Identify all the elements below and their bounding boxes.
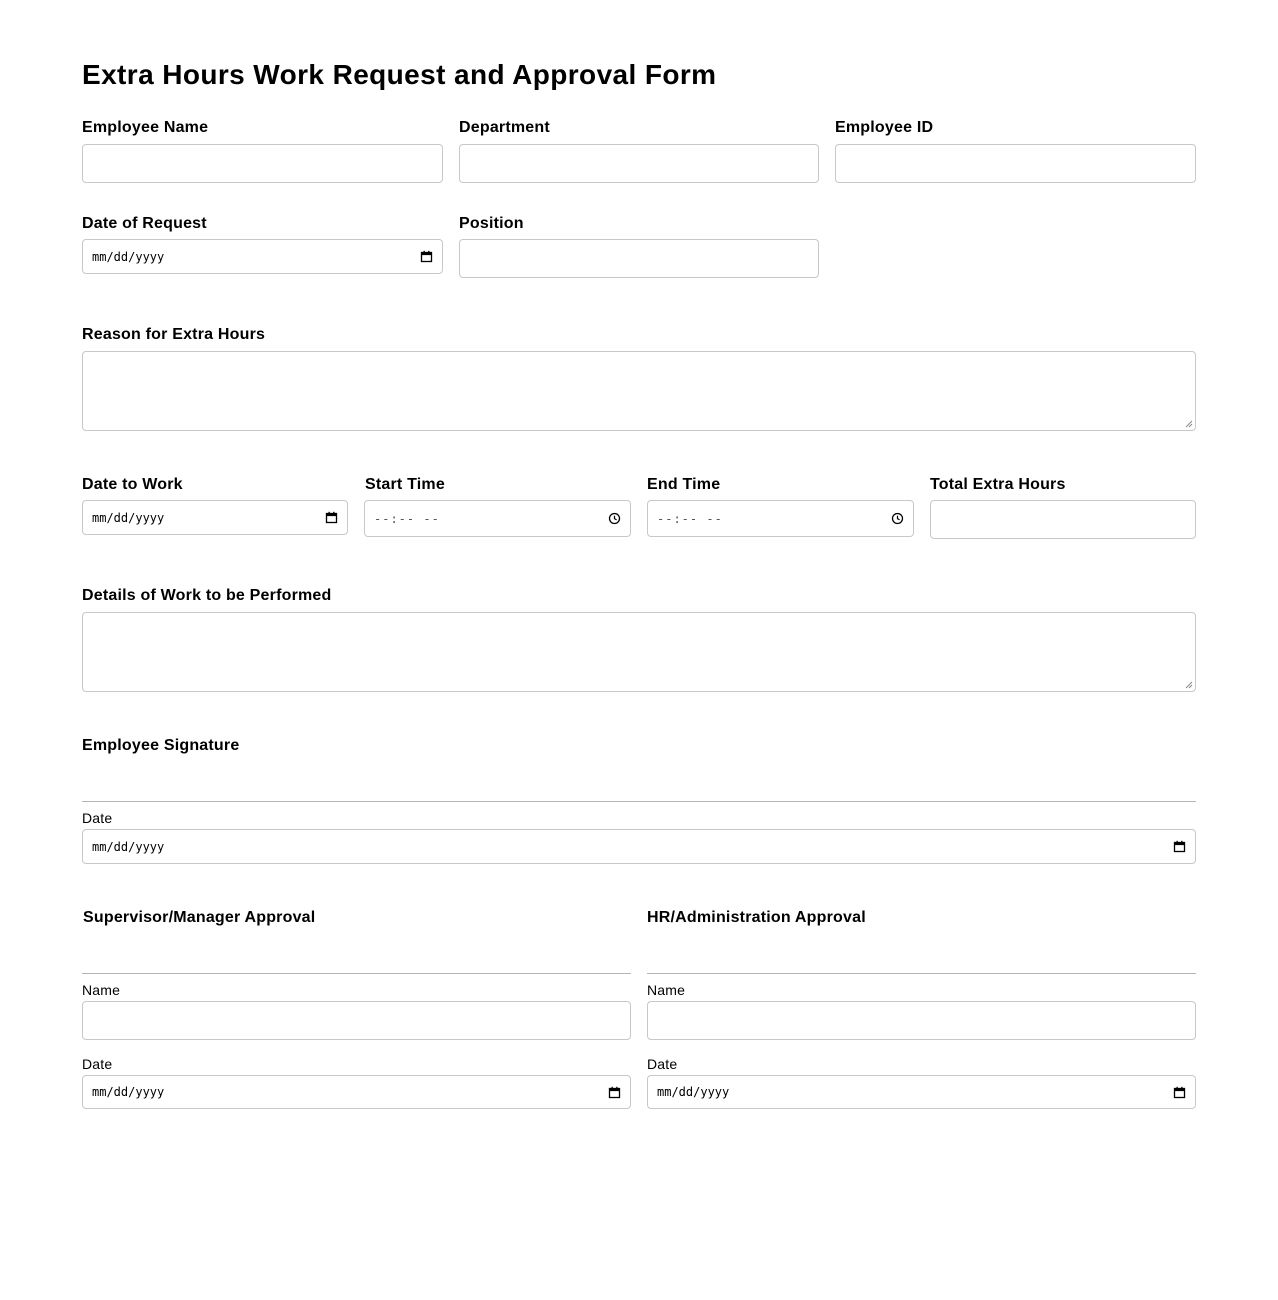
start-time-input[interactable] — [364, 500, 631, 537]
start-time-label: Start Time — [365, 476, 445, 493]
calendar-icon[interactable] — [1173, 1086, 1186, 1099]
date-placeholder: mm/dd/yyyy — [92, 249, 165, 264]
clock-icon[interactable] — [891, 512, 904, 525]
hr-date-label: Date — [647, 1056, 678, 1072]
hr-approval-heading: HR/Administration Approval — [647, 909, 866, 926]
employee-id-input[interactable] — [835, 144, 1196, 183]
resize-grip-icon[interactable] — [1185, 420, 1193, 428]
calendar-icon[interactable] — [1173, 840, 1186, 853]
supervisor-name-input[interactable] — [82, 1001, 631, 1040]
position-input[interactable] — [459, 239, 819, 278]
details-label: Details of Work to be Performed — [82, 587, 332, 604]
employee-id-label: Employee ID — [835, 119, 934, 136]
employee-name-input[interactable] — [82, 144, 443, 183]
calendar-icon[interactable] — [325, 511, 338, 524]
date-placeholder: mm/dd/yyyy — [92, 1085, 165, 1099]
supervisor-signature-line[interactable] — [82, 973, 631, 974]
supervisor-date-input[interactable] — [82, 1075, 631, 1109]
date-placeholder: mm/dd/yyyy — [92, 839, 165, 854]
date-to-work-label: Date to Work — [82, 476, 183, 493]
employee-name-label: Employee Name — [82, 119, 209, 136]
date-placeholder: mm/dd/yyyy — [92, 510, 165, 525]
calendar-icon[interactable] — [420, 250, 433, 263]
supervisor-date-label: Date — [82, 1056, 113, 1072]
total-extra-hours-label: Total Extra Hours — [930, 476, 1066, 493]
date-of-request-input[interactable] — [82, 239, 443, 274]
supervisor-approval-heading: Supervisor/Manager Approval — [83, 909, 316, 926]
time-placeholder: --:-- -- — [657, 511, 723, 526]
hr-date-input[interactable] — [647, 1075, 1196, 1109]
supervisor-name-label: Name — [82, 982, 121, 998]
employee-signature-line[interactable] — [82, 801, 1196, 802]
hr-name-label: Name — [647, 982, 686, 998]
end-time-input[interactable] — [647, 500, 914, 537]
date-placeholder: mm/dd/yyyy — [657, 1085, 730, 1099]
details-textarea[interactable] — [82, 612, 1196, 692]
total-extra-hours-input[interactable] — [930, 500, 1196, 539]
department-label: Department — [459, 119, 550, 136]
date-of-request-label: Date of Request — [82, 215, 207, 232]
end-time-label: End Time — [647, 476, 721, 493]
calendar-icon[interactable] — [608, 1086, 621, 1099]
reason-label: Reason for Extra Hours — [82, 326, 266, 343]
form-title: Extra Hours Work Request and Approval Form — [82, 59, 717, 90]
position-label: Position — [459, 215, 524, 232]
employee-signature-heading: Employee Signature — [82, 737, 240, 754]
employee-signature-date-label: Date — [82, 810, 113, 826]
department-input[interactable] — [459, 144, 819, 183]
hr-name-input[interactable] — [647, 1001, 1196, 1040]
employee-signature-date-input[interactable] — [82, 829, 1196, 864]
hr-signature-line[interactable] — [647, 973, 1196, 974]
resize-grip-icon[interactable] — [1185, 681, 1193, 689]
time-placeholder: --:-- -- — [374, 511, 440, 526]
clock-icon[interactable] — [608, 512, 621, 525]
reason-textarea[interactable] — [82, 351, 1196, 431]
date-to-work-input[interactable] — [82, 500, 348, 535]
